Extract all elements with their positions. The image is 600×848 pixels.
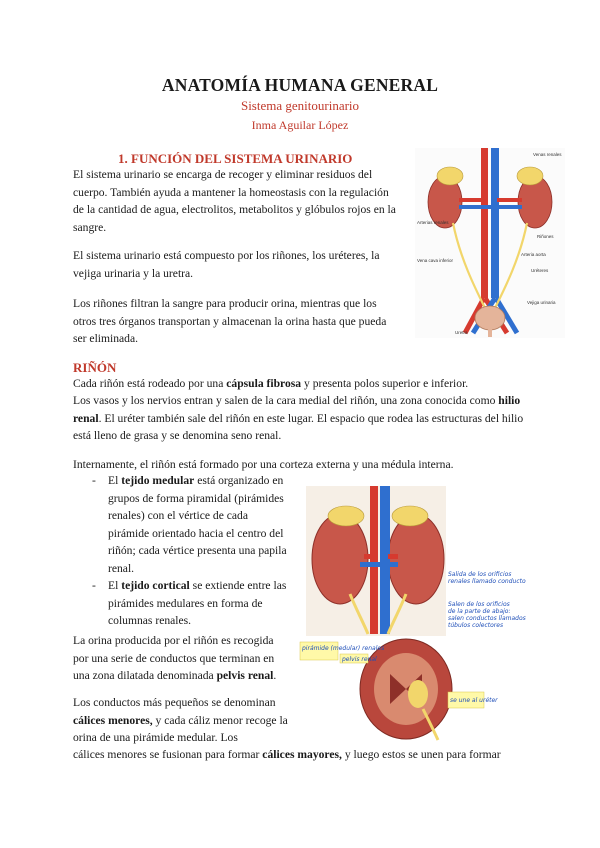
label-vejiga: Vejiga urinaria	[527, 300, 556, 305]
text-run: Cada riñón está rodeado por una	[73, 377, 227, 390]
paragraph-hilio	[73, 392, 528, 445]
note-une-ureter: se une al uréter	[450, 697, 498, 704]
note-line: túbulos colectores	[448, 622, 504, 629]
note-pelvis-renal: pelvis renal	[342, 656, 377, 663]
label-arterias-renales: Arterias renales	[417, 220, 449, 225]
text-run: se extiende entre las pirámides medulares en forma de columnas renales.	[108, 579, 287, 627]
document-subtitle: Sistema genitourinario	[240, 98, 360, 113]
bold-term-calices-mayores: cálices mayores,	[262, 748, 342, 761]
label-rinones: Riñones	[537, 234, 554, 239]
paragraph-internal-structure: Internamente, el riñón está formado por una corteza externa y una médula interna.	[73, 458, 454, 471]
paragraph-components: El sistema urinario está compuesto por los riñones, los uréteres, la vejiga urinaria y la uretra.	[73, 249, 380, 280]
text-run: El	[108, 579, 122, 592]
bold-term-capsula: cápsula fibrosa	[226, 377, 302, 390]
list-item	[92, 472, 292, 577]
bold-term-medular: tejido medular	[121, 474, 195, 487]
paragraph-capsule	[73, 375, 533, 393]
note-piramide-renales: pirámide (medular) renales	[302, 645, 385, 652]
section-heading-funcion: 1. FUNCIÓN DEL SISTEMA URINARIO	[118, 151, 353, 166]
paragraph-function-intro: El sistema urinario se encarga de recoger y eliminar residuos del cuerpo. También ayuda a mantener la homeostasis con la regulación de la cantidad de agua, electrolitos, metabolitos y glóbulos rojos en la sangre.	[73, 168, 396, 234]
text-run: está organizado en grupos de forma piramidal (pirámides renales) con el vértice de cada pirámide orientado hacia el centro del riñón; cada vértice presenta una papila renal.	[108, 474, 287, 575]
label-venas-renales: Venas renales	[533, 152, 562, 157]
text-run: cálices menores se fusionan para formar	[73, 748, 263, 761]
bold-term-calices-menores: cálices menores,	[73, 713, 153, 727]
kidney-anatomy-illustration	[298, 484, 546, 742]
kidney-anatomy-figure	[298, 484, 546, 742]
label-vena-cava: Vena cava inferior	[417, 258, 454, 263]
section-heading-rinon: RIÑÓN	[73, 360, 117, 375]
urinary-system-illustration	[415, 148, 565, 338]
note-line: renales llamado conducto	[448, 578, 526, 585]
urinary-system-figure	[415, 148, 565, 338]
text-run: Los vasos y los nervios entran y salen de la cara medial del riñón, una zona conocida como	[73, 394, 499, 407]
label-uretra: Uretra	[455, 330, 468, 335]
bold-term-hilio: hilio renal	[73, 394, 521, 425]
document-author: Inma Aguilar López	[251, 118, 349, 132]
label-arteria-aorta: Arteria aorta	[521, 252, 546, 257]
text-run: La orina producida por el riñón es recogida por una serie de conductos que terminan en una zona dilatada denominada	[73, 634, 275, 682]
text-run: Los conductos más pequeños se denominan	[73, 696, 276, 709]
text-run: . El uréter también sale del riñón en este lugar. El espacio que rodea las estructuras del hilio está lleno de grasa y se denomina seno renal.	[73, 411, 524, 442]
paragraph-calices-menores	[73, 694, 288, 747]
label-ureteres: Uréteres	[531, 268, 549, 273]
note-line: Salen de los orificios	[448, 601, 510, 608]
text-run: y luego estos se unen para formar	[341, 748, 501, 761]
note-line: de la parte de abajo:	[448, 608, 511, 615]
document-title: ANATOMÍA HUMANA GENERAL	[161, 75, 439, 95]
note-line: salen conductos llamados	[448, 615, 526, 622]
text-run: El	[108, 474, 122, 487]
note-line: Salida de los orificios	[448, 571, 512, 578]
paragraph-calices-mayores	[73, 746, 543, 764]
text-run: .	[273, 669, 277, 682]
bold-term-pelvis: pelvis renal	[216, 669, 274, 682]
tissue-list	[92, 472, 292, 630]
paragraph-kidney-filtration: Los riñones filtran la sangre para producir orina, mientras que los otros tres órganos transportan y almacenan la orina hasta que pueda ser eliminada.	[73, 297, 387, 345]
paragraph-pelvis	[73, 632, 288, 685]
bold-term-cortical: tejido cortical	[121, 579, 190, 592]
text-run: y presenta polos superior e inferior.	[301, 377, 469, 390]
text-run: y cada cáliz menor recoge la orina de una pirámide medular. Los	[73, 713, 288, 744]
list-item	[92, 577, 292, 630]
